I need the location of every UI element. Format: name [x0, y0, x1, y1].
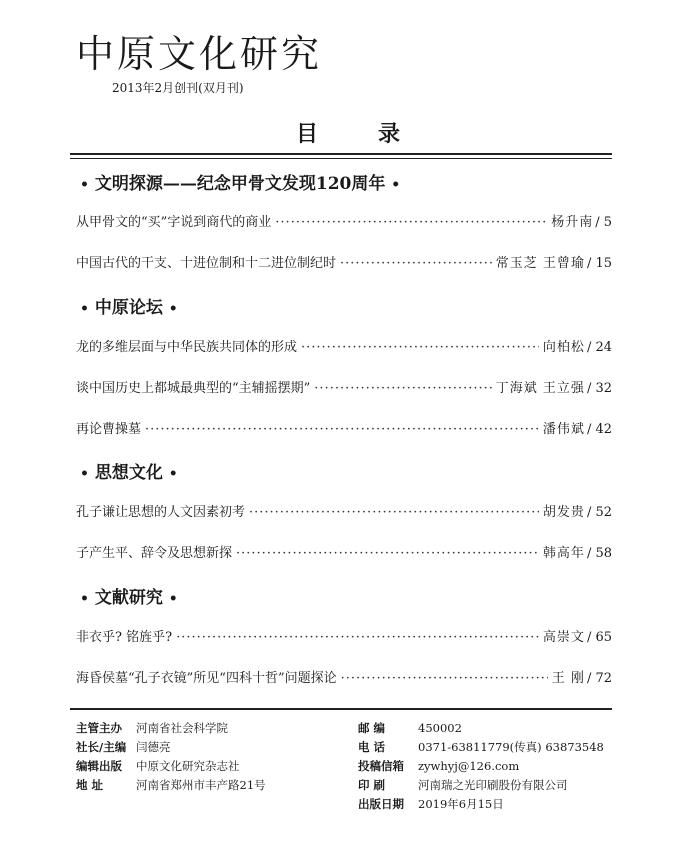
bullet-icon: • — [168, 466, 178, 482]
info-label: 出版日期 — [358, 797, 404, 811]
info-row — [358, 795, 504, 813]
entry-title: 再论曹操墓 — [76, 422, 142, 437]
info-label: 地 址 — [76, 778, 104, 792]
toc-entry[interactable] — [76, 254, 612, 274]
leader-dots — [249, 503, 539, 523]
info-label: 印 刷 — [358, 778, 386, 792]
entry-author: 潘伟斌 — [542, 422, 585, 437]
footer-rule — [70, 708, 612, 710]
entry-page: / 52 — [586, 505, 612, 520]
info-value: 闫德亮 — [136, 740, 171, 754]
bullet-icon: • — [391, 177, 401, 193]
entry-page: / 72 — [586, 671, 612, 686]
info-label: 投稿信箱 — [358, 759, 404, 773]
info-row — [358, 719, 462, 737]
info-label: 邮 编 — [358, 721, 386, 735]
section-heading — [80, 172, 400, 197]
leader-dots — [301, 338, 539, 358]
entry-title: 海昏侯墓“孔子衣镜”所见“四科十哲”问题探论 — [76, 671, 337, 686]
leader-dots — [176, 628, 539, 648]
entry-title: 从甲骨文的“买”字说到商代的商业 — [76, 215, 272, 230]
toc-entry[interactable] — [76, 420, 612, 440]
entry-author: 韩高年 — [542, 546, 585, 561]
toc-entry[interactable] — [76, 503, 612, 523]
toc-entry[interactable] — [76, 628, 612, 648]
info-label: 社长/主编 — [76, 740, 127, 754]
info-row — [76, 757, 240, 775]
info-label: 电 话 — [358, 740, 386, 754]
toc-entry[interactable] — [76, 213, 612, 233]
bullet-icon: • — [80, 177, 89, 193]
entry-author: 王 刚 — [551, 671, 585, 686]
entry-title: 非衣乎? 铭旌乎? — [76, 630, 173, 645]
entry-page: / 24 — [586, 340, 612, 355]
bullet-icon: • — [80, 466, 89, 482]
toc-entry[interactable] — [76, 544, 612, 564]
info-row — [76, 719, 228, 737]
entry-author: 胡发贵 — [542, 505, 585, 520]
entry-title: 孔子谦让思想的人文因素初考 — [76, 505, 246, 520]
info-row — [76, 776, 266, 794]
section-title: 文献研究 — [94, 588, 163, 608]
entry-page: / 42 — [586, 422, 612, 437]
email-link[interactable]: zywhyj@126.com — [418, 759, 520, 773]
entry-author: 丁海斌 王立强 — [495, 381, 585, 396]
leader-dots — [340, 254, 492, 274]
info-row — [358, 757, 519, 775]
bullet-icon: • — [168, 591, 178, 607]
bullet-icon: • — [168, 301, 178, 317]
toc-entry[interactable] — [76, 379, 612, 399]
entry-page: / 5 — [595, 215, 612, 230]
bullet-icon: • — [80, 591, 89, 607]
toc-entry[interactable] — [76, 669, 612, 689]
leader-dots — [341, 669, 548, 689]
bullet-icon: • — [80, 301, 89, 317]
info-row — [358, 738, 604, 756]
info-value: 2019年6月15日 — [418, 797, 504, 811]
info-value: 河南省社会科学院 — [136, 721, 228, 735]
section-heading — [80, 461, 178, 486]
info-value: 中原文化研究杂志社 — [136, 759, 240, 773]
entry-title: 子产生平、辞令及思想新探 — [76, 546, 233, 561]
toc-heading: 目录 — [296, 121, 461, 147]
heading-rule-thick — [70, 153, 612, 155]
toc-entry[interactable] — [76, 338, 612, 358]
info-row — [76, 738, 171, 756]
info-label: 主管主办 — [76, 721, 122, 735]
leader-dots — [236, 544, 539, 564]
section-title: 中原论坛 — [94, 298, 163, 318]
leader-dots — [314, 379, 492, 399]
entry-author: 杨升南 — [551, 215, 594, 230]
heading-rule-thin — [70, 158, 612, 159]
section-title: 文明探源——纪念甲骨文发现120周年 — [94, 174, 386, 194]
section-heading — [80, 586, 178, 611]
founded-note: 2013年2月创刊(双月刊) — [112, 81, 244, 95]
entry-author: 高崇文 — [542, 630, 585, 645]
leader-dots — [145, 420, 539, 440]
entry-page: / 15 — [586, 256, 612, 271]
entry-author: 常玉芝 王曾瑜 — [495, 256, 585, 271]
entry-title: 龙的多维层面与中华民族共同体的形成 — [76, 340, 298, 355]
info-value: 河南瑞之光印刷股份有限公司 — [418, 778, 568, 792]
entry-title: 谈中国历史上都城最典型的“主辅摇摆期” — [76, 381, 311, 396]
magazine-title: 中原文化研究 — [76, 32, 323, 76]
leader-dots — [275, 213, 547, 233]
section-heading — [80, 296, 178, 321]
info-value: 0371-63811779(传真) 63873548 — [418, 740, 604, 754]
info-value: 450002 — [418, 721, 462, 735]
entry-page: / 58 — [586, 546, 612, 561]
info-label: 编辑出版 — [76, 759, 122, 773]
info-value: 河南省郑州市丰产路21号 — [136, 778, 266, 792]
entry-page: / 65 — [586, 630, 612, 645]
info-row — [358, 776, 568, 794]
section-title: 思想文化 — [94, 463, 163, 483]
entry-page: / 32 — [586, 381, 612, 396]
entry-title: 中国古代的干支、十进位制和十二进位制纪时 — [76, 256, 337, 271]
entry-author: 向柏松 — [542, 340, 585, 355]
